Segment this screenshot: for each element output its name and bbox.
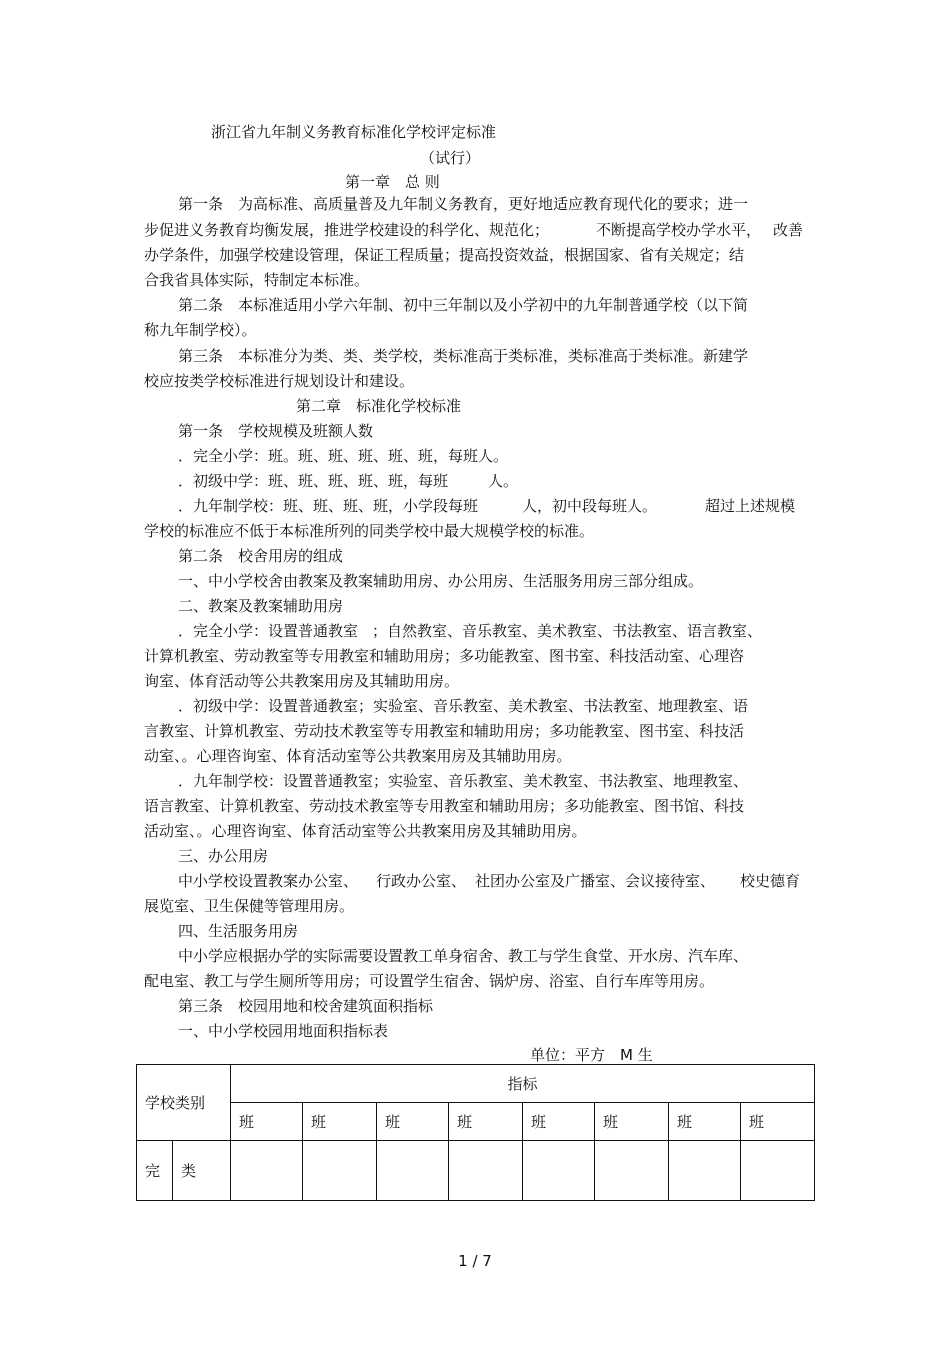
class-column-header: 班 (231, 1103, 303, 1141)
rooms-junior-1: ．初级中学：设置普通教室；实验室、音乐教室、美术教室、书法教室、地理教室、语 (178, 697, 749, 715)
table-cell (595, 1141, 669, 1201)
article-2-line-1: 第二条 本标准适用小学六年制、初中三年制以及小学初中的九年制普通学校（以下简 (178, 296, 749, 314)
document-title: 浙江省九年制义务教育标准化学校评定标准 (211, 123, 497, 141)
office-line-1b: 行政办公室、 (376, 872, 467, 890)
article-1-line-2a: 步促进义务教育均衡发展，推进学校建设的科学化、规范化； (144, 221, 550, 239)
class-column-header: 班 (303, 1103, 377, 1141)
rooms-nine-year-2: 语言教室、计算机教室、劳动技术教室等专用教室和辅助用房；多功能教室、图书馆、科技 (144, 797, 745, 815)
rooms-nine-year-1: ．九年制学校：设置普通教室；实验室、音乐教室、美术教室、书法教室、地理教室、 (178, 772, 749, 790)
rooms-junior-2: 言教室、计算机教室、劳动技术教室等专用教室和辅助用房；多功能教室、图书室、科技活 (144, 722, 745, 740)
section-3-item-1: 一、中小学校园用地面积指标表 (178, 1022, 389, 1040)
class-column-header: 班 (595, 1103, 669, 1141)
section-2-item-3: 三、办公用房 (178, 847, 269, 865)
office-line-2: 展览室、卫生保健等管理用房。 (144, 897, 355, 915)
office-line-1d: 校史德育 (740, 872, 801, 890)
section-2-item-2: 二、教案及教案辅助用房 (178, 597, 344, 615)
office-line-1c: 社团办公室及广播室、会议接待室、 (475, 872, 716, 890)
table-cell (231, 1141, 303, 1201)
article-3-line-2: 校应按类学校标准进行规划设计和建设。 (144, 372, 415, 390)
rooms-primary-1b: ；自然教室、音乐教室、美术教室、书法教室、语言教室、 (372, 622, 763, 640)
class-column-header: 班 (377, 1103, 449, 1141)
table-unit: 单位：平方 M 生 (530, 1046, 653, 1064)
class-column-header: 班 (449, 1103, 523, 1141)
article-1-line-2b: 不断提高学校办学水平， (596, 221, 762, 239)
section-2-item-1: 一、中小学校舍由教案及教案辅助用房、办公用房、生活服务用房三部分组成。 (178, 572, 704, 590)
article-1-line-2c: 改善 (773, 221, 804, 239)
scale-junior-b: 人。 (488, 472, 519, 490)
page-number: 1 / 7 (458, 1252, 492, 1270)
class-column-header: 班 (669, 1103, 741, 1141)
row-school-grade: 类 (173, 1141, 231, 1201)
chapter-1-heading: 第一章 总 则 (345, 173, 440, 191)
scale-nine-year-c: 超过上述规模 (705, 497, 796, 515)
document-subtitle: （试行） (420, 149, 481, 167)
scale-nine-year-b: 人，初中段每班人。 (522, 497, 658, 515)
rooms-primary-1a: ．完全小学：设置普通教室 (178, 622, 359, 640)
table-cell (377, 1141, 449, 1201)
land-area-index-table (136, 1064, 815, 1201)
rooms-junior-3: 动室、。心理咨询室、体育活动室等公共教案用房及其辅助用房。 (144, 747, 572, 765)
table-cell (741, 1141, 815, 1201)
table-cell (303, 1141, 377, 1201)
article-1-line-3: 办学条件，加强学校建设管理，保证工程质量；提高投资效益，根据国家、省有关规定；结 (144, 246, 745, 264)
class-column-header: 班 (523, 1103, 595, 1141)
article-1-line-1: 第一条 为高标准、高质量普及九年制义务教育，更好地适应教育现代化的要求；进一 (178, 195, 749, 213)
index-header: 指标 (231, 1065, 815, 1103)
office-line-1a: 中小学校设置教案办公室、 (178, 872, 359, 890)
scale-nine-year-a: ．九年制学校：班、班、班、班，小学段每班 (178, 497, 479, 515)
rooms-nine-year-3: 活动室、。心理咨询室、体育活动室等公共教案用房及其辅助用房。 (144, 822, 587, 840)
scale-primary: ．完全小学：班。班、班、班、班、班，每班人。 (178, 447, 509, 465)
article-3-line-1: 第三条 本标准分为类、类、类学校，类标准高于类标准，类标准高于类标准。新建学 (178, 347, 749, 365)
chapter-2-heading: 第二章 标准化学校标准 (296, 397, 462, 415)
row-school-type: 完 (137, 1141, 173, 1201)
rooms-primary-3: 询室、体育活动等公共教案用房及其辅助用房。 (144, 672, 460, 690)
table-cell (523, 1141, 595, 1201)
scale-note: 学校的标准应不低于本标准所列的同类学校中最大规模学校的标准。 (144, 522, 595, 540)
class-column-header: 班 (741, 1103, 815, 1141)
section-2-heading: 第二条 校舍用房的组成 (178, 547, 344, 565)
table-row (137, 1141, 815, 1201)
rooms-primary-2: 计算机教室、劳动教室等专用教室和辅助用房；多功能教室、图书室、科技活动室、心理咨 (144, 647, 745, 665)
table-cell (669, 1141, 741, 1201)
article-1-line-4: 合我省具体实际，特制定本标准。 (144, 271, 370, 289)
scale-junior-a: ．初级中学：班、班、班、班、班，每班 (178, 472, 449, 490)
section-2-item-4: 四、生活服务用房 (178, 922, 299, 940)
school-category-header: 学校类别 (137, 1065, 231, 1141)
service-line-2: 配电室、教工与学生厕所等用房；可设置学生宿舍、锅炉房、浴室、自行车库等用房。 (144, 972, 715, 990)
article-2-line-2: 称九年制学校）。 (144, 321, 257, 339)
service-line-1: 中小学应根据办学的实际需要设置教工单身宿舍、教工与学生食堂、开水房、汽车库、 (178, 947, 749, 965)
table-cell (449, 1141, 523, 1201)
section-1-heading: 第一条 学校规模及班额人数 (178, 422, 374, 440)
section-3-heading: 第三条 校园用地和校舍建筑面积指标 (178, 997, 434, 1015)
